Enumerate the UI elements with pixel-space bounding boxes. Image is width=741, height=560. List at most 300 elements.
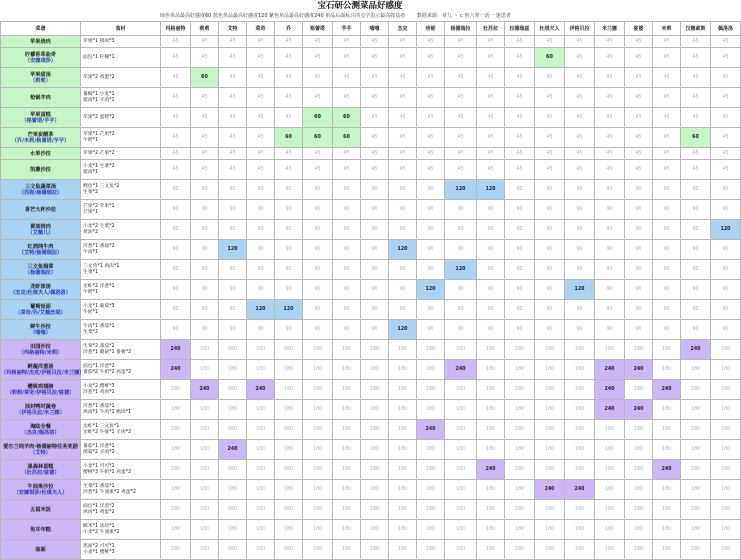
favorability-cell: 45 — [445, 68, 477, 88]
favorability-cell: 90 — [191, 180, 219, 200]
favorability-cell: 90 — [161, 280, 191, 300]
table-row — [1, 280, 741, 300]
favorability-cell: 90 — [535, 300, 565, 320]
favorability-cell: 180 — [711, 460, 741, 480]
favorability-cell: 90 — [219, 260, 247, 280]
favorability-cell: 180 — [275, 520, 303, 540]
favorability-cell: 180 — [565, 440, 595, 460]
favorability-cell: 90 — [191, 200, 219, 220]
favorability-cell: 45 — [505, 128, 535, 148]
ingredient-line: 洋葱*1 蘑菇*1 番薯*2 — [83, 349, 132, 355]
favorability-cell: 180 — [711, 340, 741, 360]
favorability-cell: 45 — [535, 88, 565, 108]
favorability-cell: 180 — [361, 380, 389, 400]
favorability-cell: 180 — [417, 500, 445, 520]
table-row — [1, 440, 741, 460]
favorability-cell: 45 — [361, 88, 389, 108]
favorability-cell: 45 — [625, 36, 653, 48]
favorability-cell: 180 — [595, 540, 625, 560]
favorability-cell: 45 — [477, 148, 505, 160]
favorability-cell: 45 — [161, 68, 191, 88]
favorability-cell: 45 — [389, 36, 417, 48]
favorability-cell: 90 — [625, 180, 653, 200]
table-row — [1, 108, 741, 128]
favorability-cell: 90 — [653, 280, 681, 300]
header-dish: 菜谱 — [1, 22, 81, 36]
table-row — [1, 540, 741, 560]
header-character: 格蕾塔 — [303, 22, 333, 36]
dish-name-cell — [1, 300, 81, 320]
favorability-cell: 180 — [653, 400, 681, 420]
dish-name: 鲜牛沙拉 — [30, 323, 51, 330]
favorability-cell: 90 — [681, 220, 711, 240]
favorability-cell: 45 — [565, 108, 595, 128]
favorability-cell: 45 — [535, 108, 565, 128]
favorability-cell: 180 — [247, 460, 275, 480]
favorability-cell: 180 — [711, 520, 741, 540]
favorability-cell: 180 — [653, 440, 681, 460]
favorability-cell: 180 — [333, 480, 361, 500]
favorability-cell: 45 — [535, 148, 565, 160]
favorability-cell: 180 — [191, 460, 219, 480]
dish-best-recipient: （玛格丽特/杰克/伊格贝拉/米兰娜） — [1, 369, 85, 376]
favorability-cell: 45 — [565, 88, 595, 108]
favorability-cell: 90 — [505, 320, 535, 340]
dish-name: 苹果烧肉 — [30, 38, 51, 45]
favorability-cell: 90 — [275, 240, 303, 260]
favorability-cell: 180 — [389, 500, 417, 520]
ingredients-cell — [81, 148, 161, 160]
favorability-cell: 45 — [191, 48, 219, 68]
legend-notes — [160, 11, 720, 21]
ingredient-line: 小麦*2 牛油果*2 — [83, 529, 120, 535]
favorability-cell: 180 — [681, 420, 711, 440]
favorability-cell: 180 — [275, 440, 303, 460]
dish-name: 苹果甜汤 — [30, 71, 51, 78]
favorability-cell: 90 — [477, 240, 505, 260]
favorability-cell: 90 — [711, 280, 741, 300]
favorability-cell: 180 — [389, 420, 417, 440]
favorability-cell: 180 — [161, 460, 191, 480]
favorability-cell: 180 — [505, 460, 535, 480]
ingredients-cell — [81, 240, 161, 260]
favorability-cell: 45 — [303, 148, 333, 160]
favorability-cell: 180 — [247, 440, 275, 460]
dish-name-cell — [1, 540, 81, 560]
favorability-max-cell: 240 — [653, 460, 681, 480]
favorability-cell: 180 — [625, 500, 653, 520]
favorability-cell: 45 — [389, 108, 417, 128]
favorability-cell: 90 — [303, 180, 333, 200]
dish-best-recipient: （杜苏拉/娑婆） — [21, 469, 60, 476]
favorability-max-cell: 120 — [275, 300, 303, 320]
header-character: 米莉 — [653, 22, 681, 36]
favorability-cell: 180 — [333, 540, 361, 560]
favorability-cell: 180 — [653, 340, 681, 360]
favorability-cell: 180 — [505, 440, 535, 460]
favorability-cell: 180 — [161, 520, 191, 540]
ingredient-line: 鲤鱼*1 三文鱼*2 — [83, 183, 120, 189]
favorability-cell: 90 — [361, 200, 389, 220]
favorability-max-cell: 240 — [625, 400, 653, 420]
favorability-cell: 180 — [565, 340, 595, 360]
favorability-cell: 90 — [417, 220, 445, 240]
favorability-cell: 180 — [535, 340, 565, 360]
favorability-cell: 90 — [565, 200, 595, 220]
favorability-cell: 180 — [219, 500, 247, 520]
ingredient-line: 苹果*2 鸡蛋*2 — [83, 74, 115, 80]
favorability-cell: 180 — [161, 480, 191, 500]
favorability-cell: 90 — [333, 220, 361, 240]
favorability-cell: 45 — [595, 36, 625, 48]
favorability-cell: 90 — [389, 280, 417, 300]
favorability-cell: 180 — [595, 500, 625, 520]
favorability-max-cell: 240 — [595, 360, 625, 380]
favorability-max-cell: 120 — [477, 180, 505, 200]
favorability-cell: 90 — [625, 280, 653, 300]
favorability-cell: 45 — [477, 160, 505, 180]
favorability-cell: 45 — [389, 160, 417, 180]
dish-best-recipient: （安娜琪莎/杜琪夫人） — [13, 489, 68, 496]
dish-best-recipient: （伊格贝拉/米兰娜） — [16, 409, 65, 416]
favorability-cell: 45 — [303, 160, 333, 180]
favorability-cell: 90 — [535, 280, 565, 300]
favorability-cell: 180 — [625, 520, 653, 540]
favorability-cell: 90 — [417, 260, 445, 280]
favorability-cell: 180 — [445, 540, 477, 560]
favorability-cell: 90 — [477, 220, 505, 240]
ingredients-cell — [81, 220, 161, 240]
favorability-cell: 90 — [625, 240, 653, 260]
favorability-cell: 45 — [361, 36, 389, 48]
favorability-cell: 180 — [445, 440, 477, 460]
ingredient-line: 面包*1 柠檬*1 — [83, 54, 115, 60]
favorability-cell: 180 — [565, 420, 595, 440]
favorability-cell: 180 — [303, 340, 333, 360]
favorability-cell: 45 — [445, 36, 477, 48]
ingredients-cell — [81, 500, 161, 520]
favorability-cell: 180 — [711, 380, 741, 400]
favorability-cell: 45 — [417, 128, 445, 148]
favorability-cell: 90 — [219, 300, 247, 320]
dish-name-cell — [1, 480, 81, 500]
favorability-cell: 180 — [161, 400, 191, 420]
favorability-cell: 90 — [161, 200, 191, 220]
dish-name-cell — [1, 200, 81, 220]
favorability-max-cell: 120 — [565, 280, 595, 300]
favorability-cell: 90 — [445, 280, 477, 300]
favorability-cell: 180 — [303, 540, 333, 560]
favorability-cell: 180 — [161, 540, 191, 560]
favorability-cell: 90 — [191, 320, 219, 340]
favorability-cell: 180 — [361, 440, 389, 460]
favorability-cell: 180 — [681, 540, 711, 560]
ingredient-line: 牛奶*1 — [83, 309, 99, 315]
ingredient-line: 牛奶*1 — [83, 137, 99, 143]
favorability-cell: 90 — [247, 240, 275, 260]
legend-note: 绿色单品最高好感度60 蓝色单品最高好感度120 紫色单品最高好感度240 单品后面标注的点字表示最高收益者 — [160, 13, 406, 19]
favorability-cell: 180 — [333, 520, 361, 540]
favorability-cell: 45 — [565, 68, 595, 88]
favorability-cell: 90 — [595, 300, 625, 320]
dish-name-cell — [1, 88, 81, 108]
favorability-cell: 90 — [161, 260, 191, 280]
dish-best-recipient: （莉莉/菜奇/伊格贝拉/娑婆） — [6, 389, 75, 396]
favorability-cell: 45 — [681, 36, 711, 48]
ingredient-line: 小麦*2 生菜*2 — [83, 223, 115, 229]
favorability-cell: 90 — [625, 300, 653, 320]
favorability-cell: 180 — [711, 480, 741, 500]
favorability-cell: 45 — [247, 160, 275, 180]
favorability-cell: 180 — [247, 360, 275, 380]
favorability-cell: 45 — [477, 108, 505, 128]
favorability-cell: 180 — [445, 500, 477, 520]
ingredients-cell — [81, 128, 161, 148]
favorability-cell: 45 — [275, 36, 303, 48]
favorability-cell: 90 — [303, 280, 333, 300]
favorability-cell: 45 — [653, 48, 681, 68]
favorability-max-cell: 60 — [535, 48, 565, 68]
favorability-cell: 45 — [625, 128, 653, 148]
dish-name-cell — [1, 500, 81, 520]
favorability-cell: 45 — [505, 48, 535, 68]
favorability-cell: 45 — [653, 108, 681, 128]
favorability-cell: 180 — [535, 380, 565, 400]
favorability-cell: 180 — [535, 460, 565, 480]
favorability-cell: 180 — [477, 480, 505, 500]
favorability-cell: 90 — [303, 320, 333, 340]
ingredient-line: 生菜*2 — [83, 189, 99, 195]
favorability-cell: 90 — [161, 180, 191, 200]
favorability-cell: 45 — [711, 88, 741, 108]
favorability-cell: 180 — [653, 500, 681, 520]
favorability-cell: 180 — [681, 440, 711, 460]
favorability-cell: 90 — [333, 200, 361, 220]
favorability-cell: 45 — [445, 108, 477, 128]
table-row — [1, 500, 741, 520]
favorability-cell: 90 — [161, 300, 191, 320]
favorability-cell: 180 — [681, 360, 711, 380]
favorability-cell: 180 — [303, 360, 333, 380]
favorability-cell: 180 — [389, 440, 417, 460]
favorability-cell: 45 — [191, 128, 219, 148]
favorability-cell: 45 — [361, 68, 389, 88]
favorability-cell: 45 — [247, 88, 275, 108]
favorability-cell: 45 — [333, 148, 361, 160]
favorability-cell: 45 — [361, 148, 389, 160]
dish-name: 芒果炭醋茶 — [27, 131, 54, 138]
favorability-cell: 90 — [417, 320, 445, 340]
favorability-cell: 90 — [445, 320, 477, 340]
favorability-max-cell: 240 — [625, 360, 653, 380]
favorability-cell: 180 — [445, 400, 477, 420]
favorability-cell: 45 — [219, 88, 247, 108]
favorability-cell: 180 — [191, 440, 219, 460]
favorability-cell: 180 — [275, 500, 303, 520]
favorability-cell: 180 — [191, 480, 219, 500]
favorability-cell: 180 — [191, 340, 219, 360]
dish-name-cell — [1, 108, 81, 128]
favorability-cell: 45 — [505, 160, 535, 180]
favorability-max-cell: 120 — [219, 240, 247, 260]
favorability-cell: 180 — [477, 500, 505, 520]
ingredients-cell — [81, 88, 161, 108]
favorability-cell: 45 — [625, 160, 653, 180]
favorability-cell: 90 — [333, 240, 361, 260]
favorability-cell: 180 — [275, 540, 303, 560]
favorability-cell: 180 — [303, 460, 333, 480]
dish-name-cell — [1, 360, 85, 380]
dish-name-cell — [1, 220, 81, 240]
favorability-cell: 180 — [535, 400, 565, 420]
favorability-cell: 180 — [303, 420, 333, 440]
favorability-cell: 90 — [417, 200, 445, 220]
favorability-max-cell: 240 — [477, 460, 505, 480]
favorability-cell: 90 — [505, 200, 535, 220]
favorability-cell: 180 — [711, 420, 741, 440]
dish-name: 三文鱼焗菜 — [27, 263, 54, 270]
dish-best-recipient: （菜奇/乔/艾薇丝缇） — [15, 309, 66, 316]
favorability-cell: 180 — [535, 540, 565, 560]
favorability-cell: 90 — [247, 260, 275, 280]
favorability-cell: 45 — [247, 36, 275, 48]
ingredients-cell — [81, 180, 161, 200]
page-title: 宝石研公测菜品好感度 — [317, 1, 403, 11]
favorability-cell: 45 — [417, 148, 445, 160]
dish-name-cell — [1, 68, 81, 88]
favorability-cell: 180 — [219, 340, 247, 360]
favorability-cell: 180 — [681, 480, 711, 500]
ingredient-line: 生菜*2 番茄*2 — [83, 343, 115, 349]
favorability-max-cell: 240 — [595, 380, 625, 400]
favorability-cell: 180 — [625, 340, 653, 360]
table-row — [1, 48, 741, 68]
favorability-cell: 45 — [247, 48, 275, 68]
favorability-max-cell: 240 — [219, 440, 247, 460]
ingredient-line: 苹果*1 芒果*2 — [83, 131, 115, 137]
favorability-cell: 45 — [711, 160, 741, 180]
favorability-cell: 180 — [711, 440, 741, 460]
favorability-cell: 180 — [219, 360, 247, 380]
table-row — [1, 36, 741, 48]
header-character: 伊格贝拉 — [565, 22, 595, 36]
favorability-cell: 45 — [445, 160, 477, 180]
favorability-cell: 180 — [625, 480, 653, 500]
favorability-max-cell: 60 — [303, 108, 333, 128]
favorability-cell: 180 — [711, 500, 741, 520]
header-character: 杜琪夫人 — [535, 22, 565, 36]
favorability-cell: 180 — [417, 400, 445, 420]
dish-best-recipient: （安娜琪莎） — [24, 57, 57, 64]
favorability-cell: 90 — [477, 200, 505, 220]
dish-name: 牛油果沙拉 — [27, 483, 54, 490]
favorability-cell: 90 — [389, 220, 417, 240]
favorability-cell: 90 — [595, 180, 625, 200]
favorability-cell: 45 — [681, 48, 711, 68]
ingredient-line: 牛肉*1 — [83, 249, 99, 255]
favorability-cell: 90 — [333, 300, 361, 320]
dish-name: 香芒大杯沙拉 — [24, 206, 57, 213]
favorability-cell: 180 — [161, 440, 191, 460]
favorability-max-cell: 240 — [417, 420, 445, 440]
ingredient-line: 番茄*2 牛奶*2 鸡蛋*2 — [83, 369, 132, 375]
favorability-cell: 45 — [681, 88, 711, 108]
favorability-max-cell: 240 — [445, 360, 477, 380]
ingredients-cell — [81, 420, 161, 440]
favorability-cell: 180 — [219, 460, 247, 480]
favorability-cell: 90 — [565, 240, 595, 260]
dish-name: 凯撒沙拉 — [30, 166, 51, 173]
dish-name: 三文鱼蔬菜汤 — [24, 183, 57, 190]
ingredient-line: 樱桃*3 牛奶*1 鸡蛋*2 — [83, 469, 132, 475]
ingredient-line: 芒果*1 — [83, 209, 99, 215]
favorability-cell: 90 — [161, 220, 191, 240]
table-row — [1, 460, 741, 480]
favorability-cell: 45 — [595, 48, 625, 68]
favorability-cell: 45 — [445, 88, 477, 108]
favorability-cell: 90 — [681, 300, 711, 320]
favorability-cell: 180 — [535, 520, 565, 540]
favorability-cell: 180 — [565, 540, 595, 560]
favorability-cell: 180 — [389, 380, 417, 400]
dish-best-recipient: （嘻嘻） — [30, 329, 51, 336]
favorability-cell: 90 — [247, 180, 275, 200]
favorability-cell: 45 — [219, 128, 247, 148]
favorability-max-cell: 240 — [653, 380, 681, 400]
favorability-cell: 90 — [445, 200, 477, 220]
favorability-cell: 90 — [417, 180, 445, 200]
ingredients-cell — [81, 440, 161, 460]
favorability-cell: 180 — [417, 340, 445, 360]
favorability-cell: 180 — [505, 380, 535, 400]
favorability-cell: 45 — [333, 48, 361, 68]
favorability-cell: 180 — [333, 420, 361, 440]
favorability-cell: 180 — [535, 440, 565, 460]
favorability-cell: 180 — [303, 400, 333, 420]
favorability-cell: 45 — [625, 48, 653, 68]
favorability-cell: 180 — [445, 340, 477, 360]
favorability-cell: 180 — [505, 420, 535, 440]
ingredients-cell — [81, 540, 161, 560]
favorability-cell: 45 — [333, 160, 361, 180]
favorability-cell: 90 — [711, 180, 741, 200]
favorability-cell: 90 — [333, 320, 361, 340]
dish-best-recipient: （杰克/杜琪夫人/佩洛洛） — [10, 289, 71, 296]
favorability-cell: 90 — [711, 200, 741, 220]
favorability-cell: 180 — [191, 540, 219, 560]
favorability-cell: 90 — [565, 220, 595, 240]
favorability-max-cell: 60 — [275, 128, 303, 148]
favorability-cell: 45 — [275, 48, 303, 68]
favorability-cell: 45 — [505, 148, 535, 160]
ingredient-line: 黄油*2 — [83, 229, 99, 235]
ingredient-line: 黑面*2 可可*1 — [83, 543, 115, 549]
ingredient-line: 三文鱼*1 鸡肉*1 — [83, 263, 120, 269]
favorability-cell: 90 — [191, 300, 219, 320]
favorability-cell: 45 — [417, 68, 445, 88]
header-character: 芋芋 — [333, 22, 361, 36]
favorability-cell: 45 — [445, 128, 477, 148]
favorability-cell: 45 — [161, 148, 191, 160]
favorability-cell: 90 — [303, 300, 333, 320]
favorability-cell: 180 — [477, 440, 505, 460]
favorability-cell: 45 — [625, 68, 653, 88]
ingredient-line: 生菜*1 — [83, 269, 99, 275]
ingredient-line: 牛肉*1 番茄*1 — [83, 323, 115, 329]
favorability-cell: 180 — [417, 460, 445, 480]
favorability-cell: 180 — [417, 540, 445, 560]
favorability-cell: 45 — [417, 36, 445, 48]
